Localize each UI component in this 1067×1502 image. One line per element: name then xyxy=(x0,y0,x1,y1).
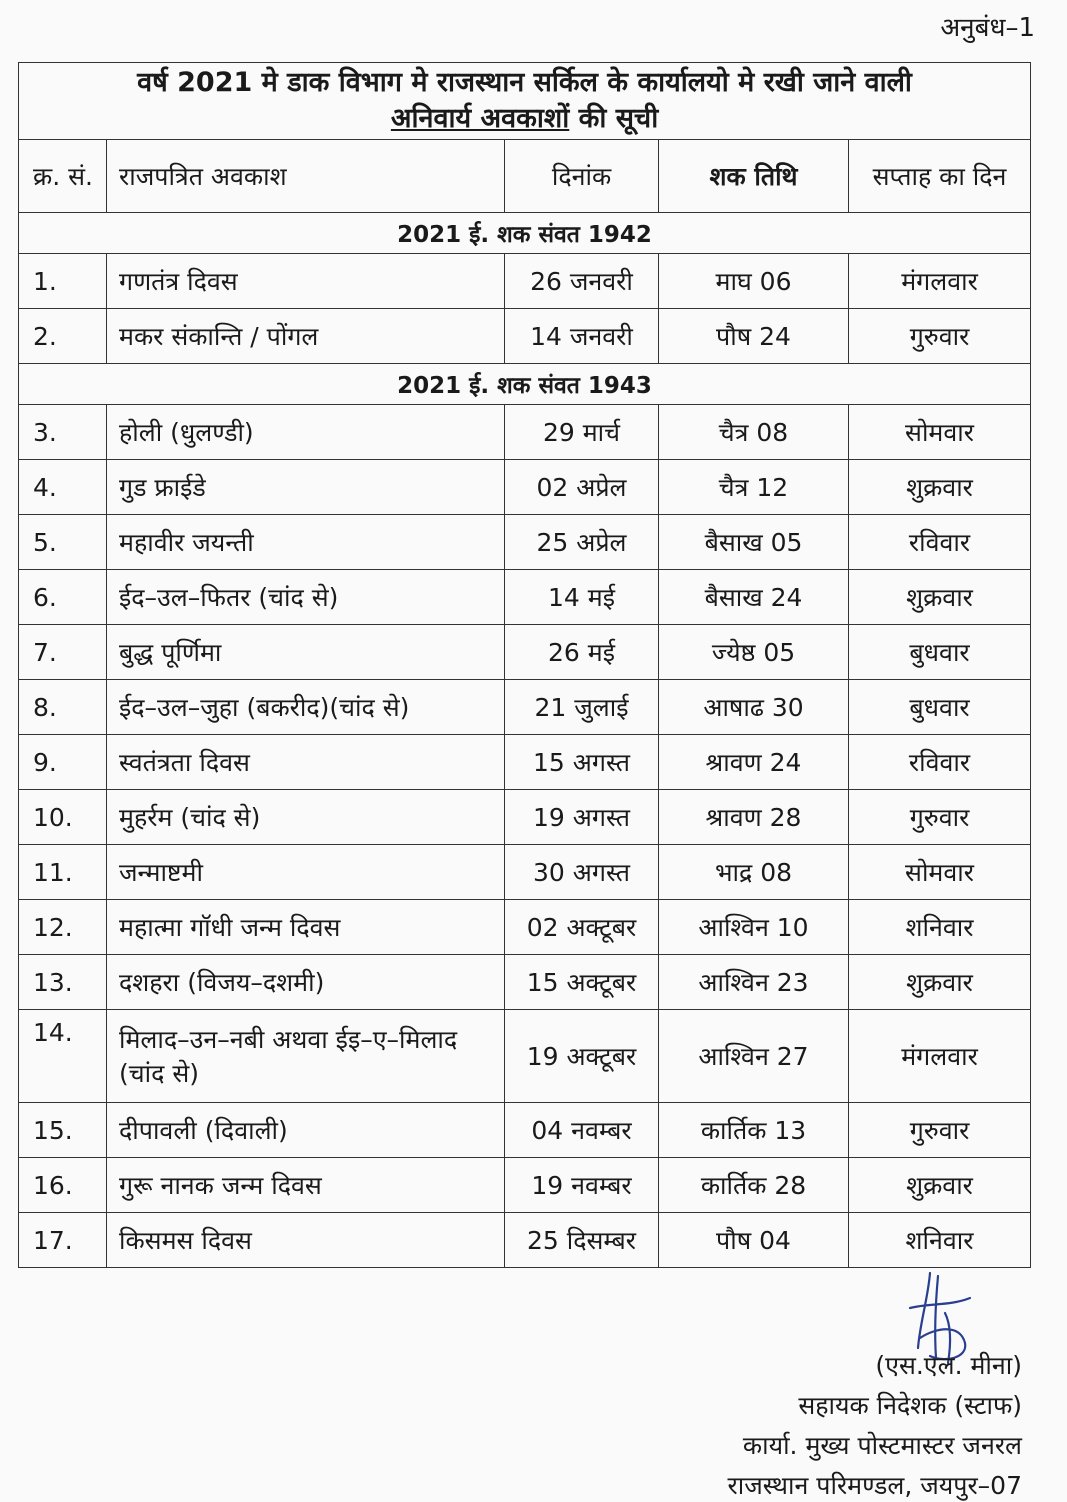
table-row xyxy=(19,460,1031,515)
cell-sno: 2. xyxy=(19,309,107,364)
cell-day: शुक्रवार xyxy=(849,570,1031,625)
section-label: 2021 ई. शक संवत 1942 xyxy=(19,213,1031,254)
section-row xyxy=(19,213,1031,254)
title-line-2 xyxy=(19,101,1030,137)
title-rest: की सूची xyxy=(569,103,659,134)
cell-holiday: मिलाद–उन–नबी अथवा ईइ–ए–मिलाद (चांद से) xyxy=(107,1010,505,1103)
cell-date: 19 अक्टूबर xyxy=(505,1010,659,1103)
cell-shaka: आश्विन 23 xyxy=(659,955,849,1010)
header-day: सप्ताह का दिन xyxy=(849,140,1031,213)
table-row xyxy=(19,570,1031,625)
signatory-office: कार्या. मुख्य पोस्टमास्टर जनरल xyxy=(742,1431,1022,1460)
cell-shaka: आषाढ 30 xyxy=(659,680,849,735)
table-row xyxy=(19,1103,1031,1158)
cell-shaka: कार्तिक 28 xyxy=(659,1158,849,1213)
cell-date: 29 मार्च xyxy=(505,405,659,460)
cell-sno: 11. xyxy=(19,845,107,900)
cell-day: गुरुवार xyxy=(849,309,1031,364)
table-row xyxy=(19,790,1031,845)
cell-holiday: ईद–उल–फितर (चांद से) xyxy=(107,570,505,625)
cell-holiday: महावीर जयन्ती xyxy=(107,515,505,570)
cell-date: 19 नवम्बर xyxy=(505,1158,659,1213)
cell-shaka: चैत्र 08 xyxy=(659,405,849,460)
cell-shaka: कार्तिक 13 xyxy=(659,1103,849,1158)
cell-day: शनिवार xyxy=(849,1213,1031,1268)
cell-holiday: दशहरा (विजय–दशमी) xyxy=(107,955,505,1010)
holiday-table-sheet xyxy=(18,62,1030,1268)
section-row xyxy=(19,364,1031,405)
table-title xyxy=(19,63,1031,140)
cell-day: शुक्रवार xyxy=(849,460,1031,515)
cell-date: 25 अप्रेल xyxy=(505,515,659,570)
cell-date: 26 जनवरी xyxy=(505,254,659,309)
annex-label: अनुबंध–1 xyxy=(940,13,1035,43)
cell-shaka: बैसाख 24 xyxy=(659,570,849,625)
table-row xyxy=(19,254,1031,309)
table-row xyxy=(19,405,1031,460)
cell-sno: 17. xyxy=(19,1213,107,1268)
cell-sno: 14. xyxy=(19,1010,107,1103)
cell-sno: 12. xyxy=(19,900,107,955)
cell-day: सोमवार xyxy=(849,845,1031,900)
cell-sno: 1. xyxy=(19,254,107,309)
cell-holiday: मुहर्रम (चांद से) xyxy=(107,790,505,845)
signatory-designation: सहायक निदेशक (स्टाफ) xyxy=(798,1391,1022,1420)
cell-sno: 16. xyxy=(19,1158,107,1213)
cell-date: 04 नवम्बर xyxy=(505,1103,659,1158)
table-row xyxy=(19,1158,1031,1213)
cell-shaka: आश्विन 10 xyxy=(659,900,849,955)
cell-holiday: गणतंत्र दिवस xyxy=(107,254,505,309)
cell-date: 02 अक्टूबर xyxy=(505,900,659,955)
cell-day: शुक्रवार xyxy=(849,1158,1031,1213)
cell-sno: 4. xyxy=(19,460,107,515)
title-underlined: अनिवार्य अवकाशों xyxy=(390,103,570,134)
cell-day: गुरुवार xyxy=(849,1103,1031,1158)
cell-sno: 3. xyxy=(19,405,107,460)
cell-shaka: माघ 06 xyxy=(659,254,849,309)
cell-sno: 5. xyxy=(19,515,107,570)
cell-day: मंगलवार xyxy=(849,254,1031,309)
cell-day: रविवार xyxy=(849,515,1031,570)
cell-day: सोमवार xyxy=(849,405,1031,460)
cell-sno: 9. xyxy=(19,735,107,790)
header-sno: क्र. सं. xyxy=(19,140,107,213)
cell-holiday: बुद्ध पूर्णिमा xyxy=(107,625,505,680)
cell-date: 15 अक्टूबर xyxy=(505,955,659,1010)
cell-day: शनिवार xyxy=(849,900,1031,955)
table-row xyxy=(19,309,1031,364)
table-row xyxy=(19,515,1031,570)
cell-holiday: स्वतंत्रता दिवस xyxy=(107,735,505,790)
cell-date: 14 जनवरी xyxy=(505,309,659,364)
cell-date: 19 अगस्त xyxy=(505,790,659,845)
cell-shaka: बैसाख 05 xyxy=(659,515,849,570)
cell-date: 25 दिसम्बर xyxy=(505,1213,659,1268)
header-shaka: शक तिथि xyxy=(659,140,849,213)
cell-day: गुरुवार xyxy=(849,790,1031,845)
cell-shaka: भाद्र 08 xyxy=(659,845,849,900)
cell-day: बुधवार xyxy=(849,625,1031,680)
cell-day: बुधवार xyxy=(849,680,1031,735)
cell-shaka: आश्विन 27 xyxy=(659,1010,849,1103)
cell-holiday: गुड फ्राईडे xyxy=(107,460,505,515)
cell-date: 30 अगस्त xyxy=(505,845,659,900)
signatory-place: राजस्थान परिमण्डल, जयपुर–07 xyxy=(727,1471,1022,1500)
cell-holiday: ईद–उल–जुहा (बकरीद)(चांद से) xyxy=(107,680,505,735)
cell-holiday: गुरू नानक जन्म दिवस xyxy=(107,1158,505,1213)
section-label: 2021 ई. शक संवत 1943 xyxy=(19,364,1031,405)
cell-holiday: मकर संकान्ति / पोंगल xyxy=(107,309,505,364)
cell-holiday: महात्मा गॉधी जन्म दिवस xyxy=(107,900,505,955)
cell-date: 15 अगस्त xyxy=(505,735,659,790)
table-row xyxy=(19,1213,1031,1268)
cell-shaka: पौष 24 xyxy=(659,309,849,364)
cell-day: रविवार xyxy=(849,735,1031,790)
header-date: दिनांक xyxy=(505,140,659,213)
cell-day: शुक्रवार xyxy=(849,955,1031,1010)
holiday-table xyxy=(18,62,1031,1268)
cell-shaka: चैत्र 12 xyxy=(659,460,849,515)
cell-holiday: जन्माष्टमी xyxy=(107,845,505,900)
table-row xyxy=(19,1010,1031,1103)
cell-holiday: दीपावली (दिवाली) xyxy=(107,1103,505,1158)
cell-holiday: किसमस दिवस xyxy=(107,1213,505,1268)
table-row xyxy=(19,680,1031,735)
table-row xyxy=(19,955,1031,1010)
table-row xyxy=(19,845,1031,900)
table-row xyxy=(19,625,1031,680)
cell-holiday: होली (धुलण्डी) xyxy=(107,405,505,460)
cell-date: 02 अप्रेल xyxy=(505,460,659,515)
title-line-1: वर्ष 2021 मे डाक विभाग मे राजस्थान सर्किल के कार्यालयो मे रखी जाने वाली xyxy=(137,67,912,98)
cell-shaka: ज्येष्ठ 05 xyxy=(659,625,849,680)
cell-sno: 8. xyxy=(19,680,107,735)
table-row xyxy=(19,900,1031,955)
cell-date: 26 मई xyxy=(505,625,659,680)
cell-sno: 15. xyxy=(19,1103,107,1158)
cell-shaka: श्रावण 28 xyxy=(659,790,849,845)
cell-date: 14 मई xyxy=(505,570,659,625)
cell-sno: 6. xyxy=(19,570,107,625)
signatory-name: (एस.एल. मीना) xyxy=(875,1351,1022,1380)
cell-date: 21 जुलाई xyxy=(505,680,659,735)
cell-shaka: श्रावण 24 xyxy=(659,735,849,790)
table-row xyxy=(19,735,1031,790)
cell-day: मंगलवार xyxy=(849,1010,1031,1103)
cell-shaka: पौष 04 xyxy=(659,1213,849,1268)
cell-sno: 7. xyxy=(19,625,107,680)
cell-sno: 13. xyxy=(19,955,107,1010)
header-holiday: राजपत्रित अवकाश xyxy=(107,140,505,213)
cell-sno: 10. xyxy=(19,790,107,845)
header-row xyxy=(19,140,1031,213)
